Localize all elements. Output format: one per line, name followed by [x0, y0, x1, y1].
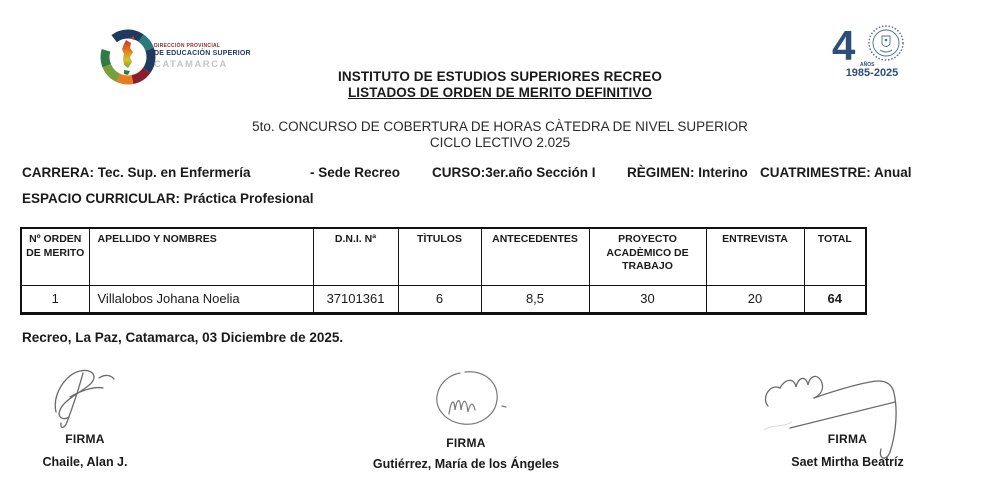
cell-dni: 37101361: [313, 285, 398, 313]
header-dni: D.N.I. Nª: [313, 228, 398, 285]
sede-label: - Sede Recreo: [310, 165, 401, 180]
signer-name-2: Gutiérrez, María de los Ángeles: [372, 457, 560, 471]
merit-table-row: [21, 285, 866, 313]
anniversary-anios: AÑOS: [860, 62, 875, 68]
provincial-logo-line2: DE EDUCACIÓN SUPERIOR: [154, 50, 251, 57]
cell-total: 64: [804, 285, 866, 313]
curso-label: CURSO:3er.año Sección I: [432, 165, 596, 180]
header-orden: Nº ORDEN DE MERITO: [21, 228, 89, 285]
cell-apellido: Villalobos Johana Noelia: [89, 285, 313, 313]
signer-name-1: Chaile, Alan J.: [42, 455, 128, 469]
provincial-logo-line3: CATAMARCA: [154, 59, 228, 70]
firma-label-3: FIRMA: [827, 432, 868, 446]
signature-image-gutierrez: [427, 368, 509, 430]
header-antecedentes: ANTECEDENTES: [481, 228, 589, 285]
institute-title: INSTITUTO DE ESTUDIOS SUPERIORES RECREO: [338, 69, 662, 84]
contest-subtitle: 5to. CONCURSO DE COBERTURA DE HORAS CÀTEDRA DE NIVEL SUPERIOR: [252, 119, 748, 134]
header-proyecto: PROYECTO ACADÈMICO DE TRABAJO: [589, 228, 706, 285]
espacio-curricular-label: ESPACIO CURRICULAR: Práctica Profesional: [22, 191, 314, 206]
signer-name-3: Saet Mirtha Beatríz: [791, 455, 904, 469]
header-apellido: APELLIDO Y NOMBRES: [89, 228, 313, 285]
signature-block-3: [760, 432, 935, 469]
signature-block-1: [30, 432, 140, 469]
cell-orden: 1: [21, 285, 89, 313]
cell-antecedentes: 8,5: [481, 285, 589, 313]
cell-proyecto: 30: [589, 285, 706, 313]
signature-block-2: [366, 436, 566, 471]
carrera-label: CARRERA: Tec. Sup. en Enfermería: [22, 165, 251, 180]
provincial-logo-line1: DIRECCIÓN PROVINCIAL: [154, 43, 221, 49]
cell-entrevista: 20: [706, 285, 804, 313]
cycle-subtitle: CICLO LECTIVO 2.025: [429, 135, 571, 150]
header-titulos: TÌTULOS: [398, 228, 481, 285]
firma-label-1: FIRMA: [65, 432, 105, 446]
header-entrevista: ENTREVISTA: [706, 228, 804, 285]
merit-table-header-row: [21, 228, 866, 285]
merit-table: [20, 227, 867, 315]
anniversary-four: 4: [832, 22, 856, 69]
signature-image-chaile: [42, 366, 137, 434]
anniversary-range: 1985-2025: [845, 67, 899, 78]
header-total: TOTAL: [804, 228, 866, 285]
cell-titulos: 6: [398, 285, 481, 313]
firma-label-2: FIRMA: [446, 436, 486, 450]
cuatrimestre-label: CUATRIMESTRE: Anual: [760, 165, 912, 180]
regimen-label: RÈGIMEN: Interino: [627, 165, 748, 180]
list-title: LISTADOS DE ORDEN DE MERITO DEFINITIVO: [347, 85, 653, 100]
date-line: Recreo, La Paz, Catamarca, 03 Diciembre de 2025.: [22, 330, 344, 345]
